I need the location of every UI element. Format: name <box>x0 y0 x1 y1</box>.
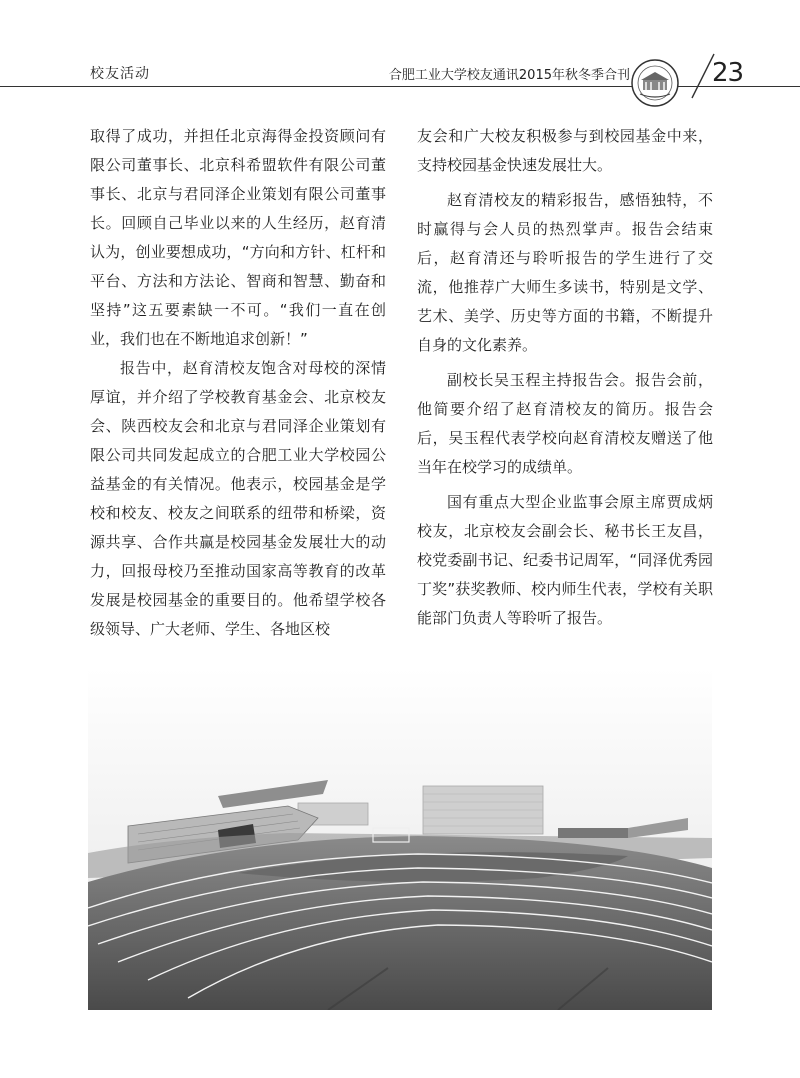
stadium-photo-illustration <box>88 668 712 1010</box>
paragraph: 取得了成功，并担任北京海得金投资顾问有限公司董事长、北京科希盟软件有限公司董事长、北京与君同泽企业策划有限公司董事长。回顾自己毕业以来的人生经历，赵育清认为，创业要想成功，“方向和方针、杠杆和平台、方法和方法论、智商和智慧、勤奋和坚持”这五要素缺一不可。“我们一直在创业，我们也在不断地追求创新！” <box>90 127 386 348</box>
page-header <box>0 0 800 100</box>
paragraph: 国有重点大型企业监事会原主席贾成炳校友，北京校友会副会长、秘书长王友昌，校党委副书记、纪委书记周军，“同泽优秀园丁奖”获奖教师、校内师生代表，学校有关职能部门负责人等聆听了报告。 <box>417 493 713 627</box>
journal-title: 合肥工业大学校友通讯2015年秋冬季合刊 <box>388 68 630 83</box>
left-column <box>90 122 386 644</box>
page-number: 23 <box>712 58 744 88</box>
paragraph: 报告中，赵育清校友饱含对母校的深情厚谊，并介绍了学校教育基金会、北京校友会、陕西校友会和北京与君同泽企业策划有限公司共同发起成立的合肥工业大学校园公益基金的有关情况。他表示，校园基金是学校和校友、校友之间联系的纽带和桥梁，资源共享、合作共赢是校园基金发展壮大的动力，回报母校乃至推动国家高等教育的改革发展是校园基金的重要目的。他希望学校各级领导、广大老师、学生、各地区校 <box>90 359 386 638</box>
header-rule <box>0 86 800 87</box>
paragraph: 副校长吴玉程主持报告会。报告会前，他简要介绍了赵育清校友的简历。报告会后，吴玉程代表学校向赵育清校友赠送了他当年在校学习的成绩单。 <box>417 371 713 476</box>
paragraph: 友会和广大校友积极参与到校园基金中来，支持校园基金快速发展壮大。 <box>417 127 713 174</box>
stadium-photo <box>88 668 712 1010</box>
university-seal-logo <box>630 58 680 108</box>
section-label: 校友活动 <box>90 66 150 82</box>
right-column <box>417 122 713 633</box>
paragraph: 赵育清校友的精彩报告，感悟独特，不时赢得与会人员的热烈掌声。报告会结束后，赵育清还与聆听报告的学生进行了交流，他推荐广大师生多读书，特别是文学、艺术、美学、历史等方面的书籍，不断提升自身的文化素养。 <box>417 191 713 354</box>
